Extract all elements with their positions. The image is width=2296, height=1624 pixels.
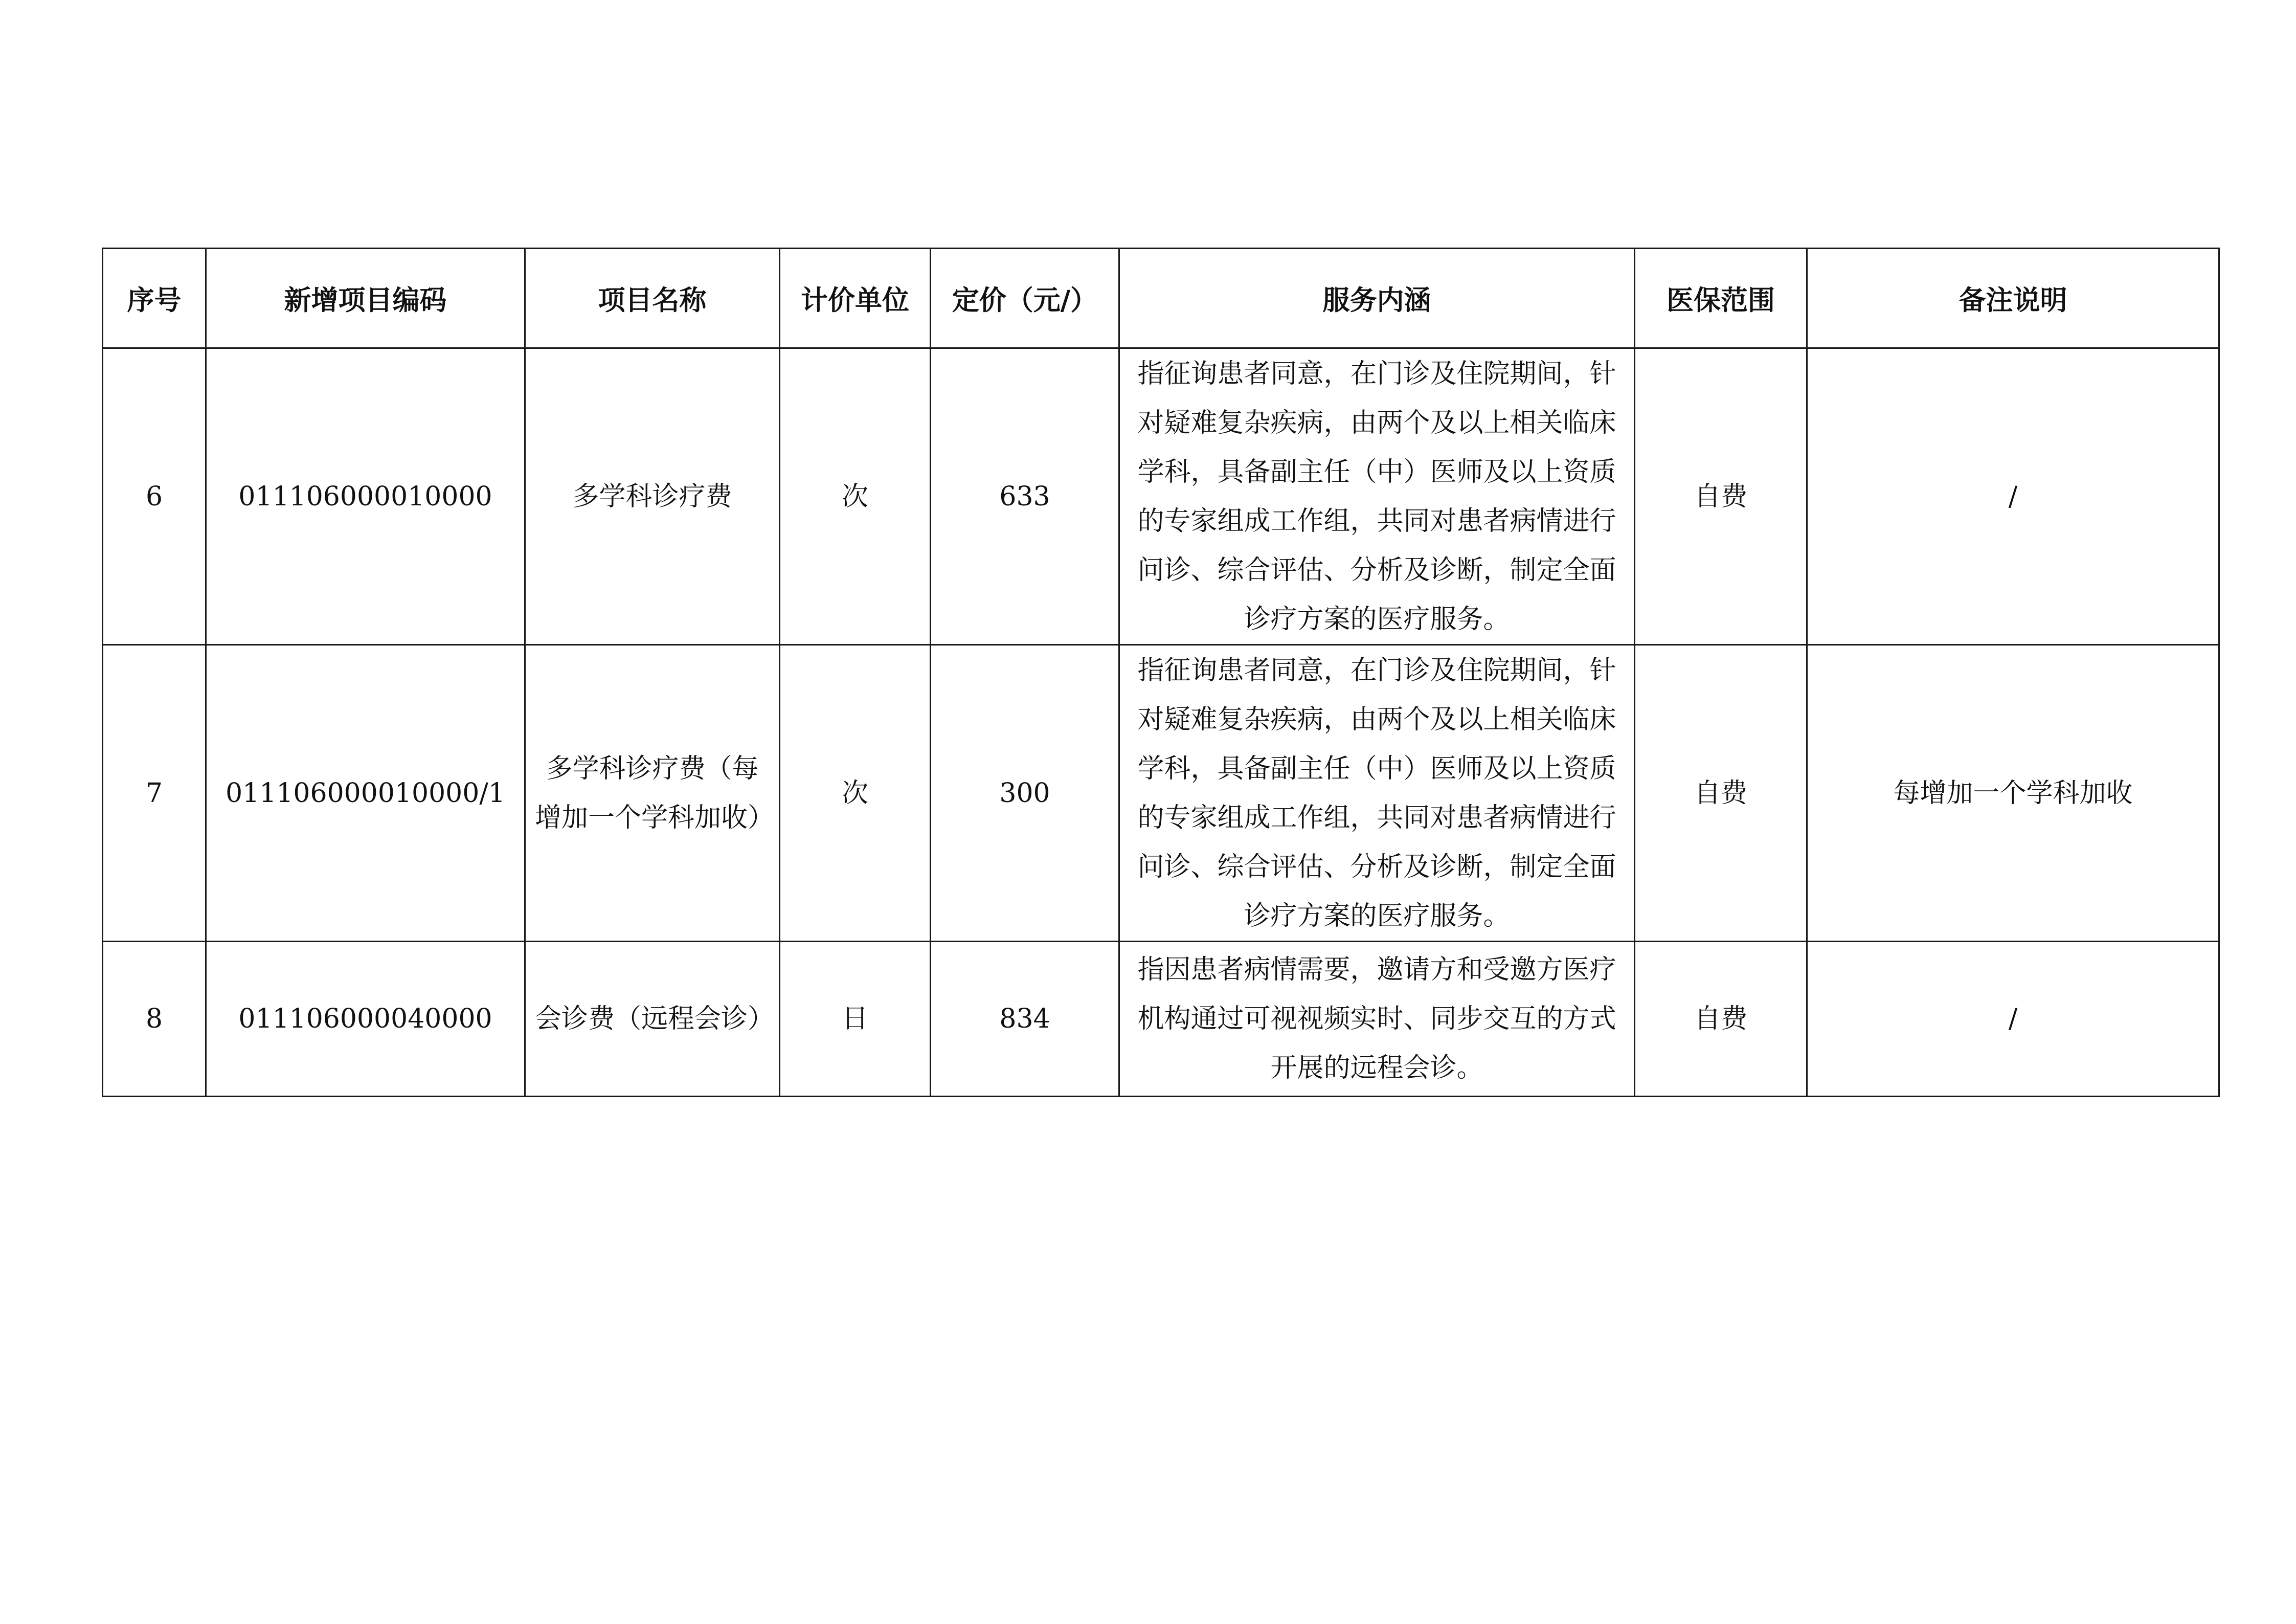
cell-description: 指征询患者同意，在门诊及住院期间，针对疑难复杂疾病，由两个及以上相关临床学科，具备副主任（中）医师及以上资质的专家组成工作组，共同对患者病情进行问诊、综合评估、分析及诊断，制定全面诊疗方案的医疗服务。 [1119, 348, 1635, 645]
header-description: 服务内涵 [1119, 249, 1635, 348]
header-code: 新增项目编码 [206, 249, 525, 348]
header-unit: 计价单位 [780, 249, 931, 348]
cell-no: 8 [103, 942, 206, 1097]
cell-description: 指因患者病情需要，邀请方和受邀方医疗机构通过可视视频实时、同步交互的方式开展的远程会诊。 [1119, 942, 1635, 1097]
cell-code: 011106000010000/1 [206, 645, 525, 942]
header-no: 序号 [103, 249, 206, 348]
cell-insurance: 自费 [1635, 645, 1807, 942]
cell-remark: 每增加一个学科加收 [1807, 645, 2219, 942]
cell-description: 指征询患者同意，在门诊及住院期间，针对疑难复杂疾病，由两个及以上相关临床学科，具备副主任（中）医师及以上资质的专家组成工作组，共同对患者病情进行问诊、综合评估、分析及诊断，制定全面诊疗方案的医疗服务。 [1119, 645, 1635, 942]
cell-no: 6 [103, 348, 206, 645]
cell-unit: 次 [780, 645, 931, 942]
cell-name: 多学科诊疗费 [525, 348, 780, 645]
fee-table [102, 248, 2220, 1097]
cell-price: 300 [931, 645, 1119, 942]
table-row [103, 645, 2219, 942]
cell-name: 会诊费（远程会诊） [525, 942, 780, 1097]
cell-price: 633 [931, 348, 1119, 645]
cell-remark: / [1807, 942, 2219, 1097]
header-price: 定价（元/） [931, 249, 1119, 348]
header-insurance: 医保范围 [1635, 249, 1807, 348]
table-header-row [103, 249, 2219, 348]
header-remark: 备注说明 [1807, 249, 2219, 348]
cell-name: 多学科诊疗费（每增加一个学科加收） [525, 645, 780, 942]
table-row [103, 348, 2219, 645]
cell-price: 834 [931, 942, 1119, 1097]
cell-insurance: 自费 [1635, 348, 1807, 645]
cell-code: 011106000010000 [206, 348, 525, 645]
header-name: 项目名称 [525, 249, 780, 348]
cell-no: 7 [103, 645, 206, 942]
cell-unit: 次 [780, 348, 931, 645]
cell-code: 011106000040000 [206, 942, 525, 1097]
table-row [103, 942, 2219, 1097]
cell-unit: 日 [780, 942, 931, 1097]
cell-insurance: 自费 [1635, 942, 1807, 1097]
cell-remark: / [1807, 348, 2219, 645]
